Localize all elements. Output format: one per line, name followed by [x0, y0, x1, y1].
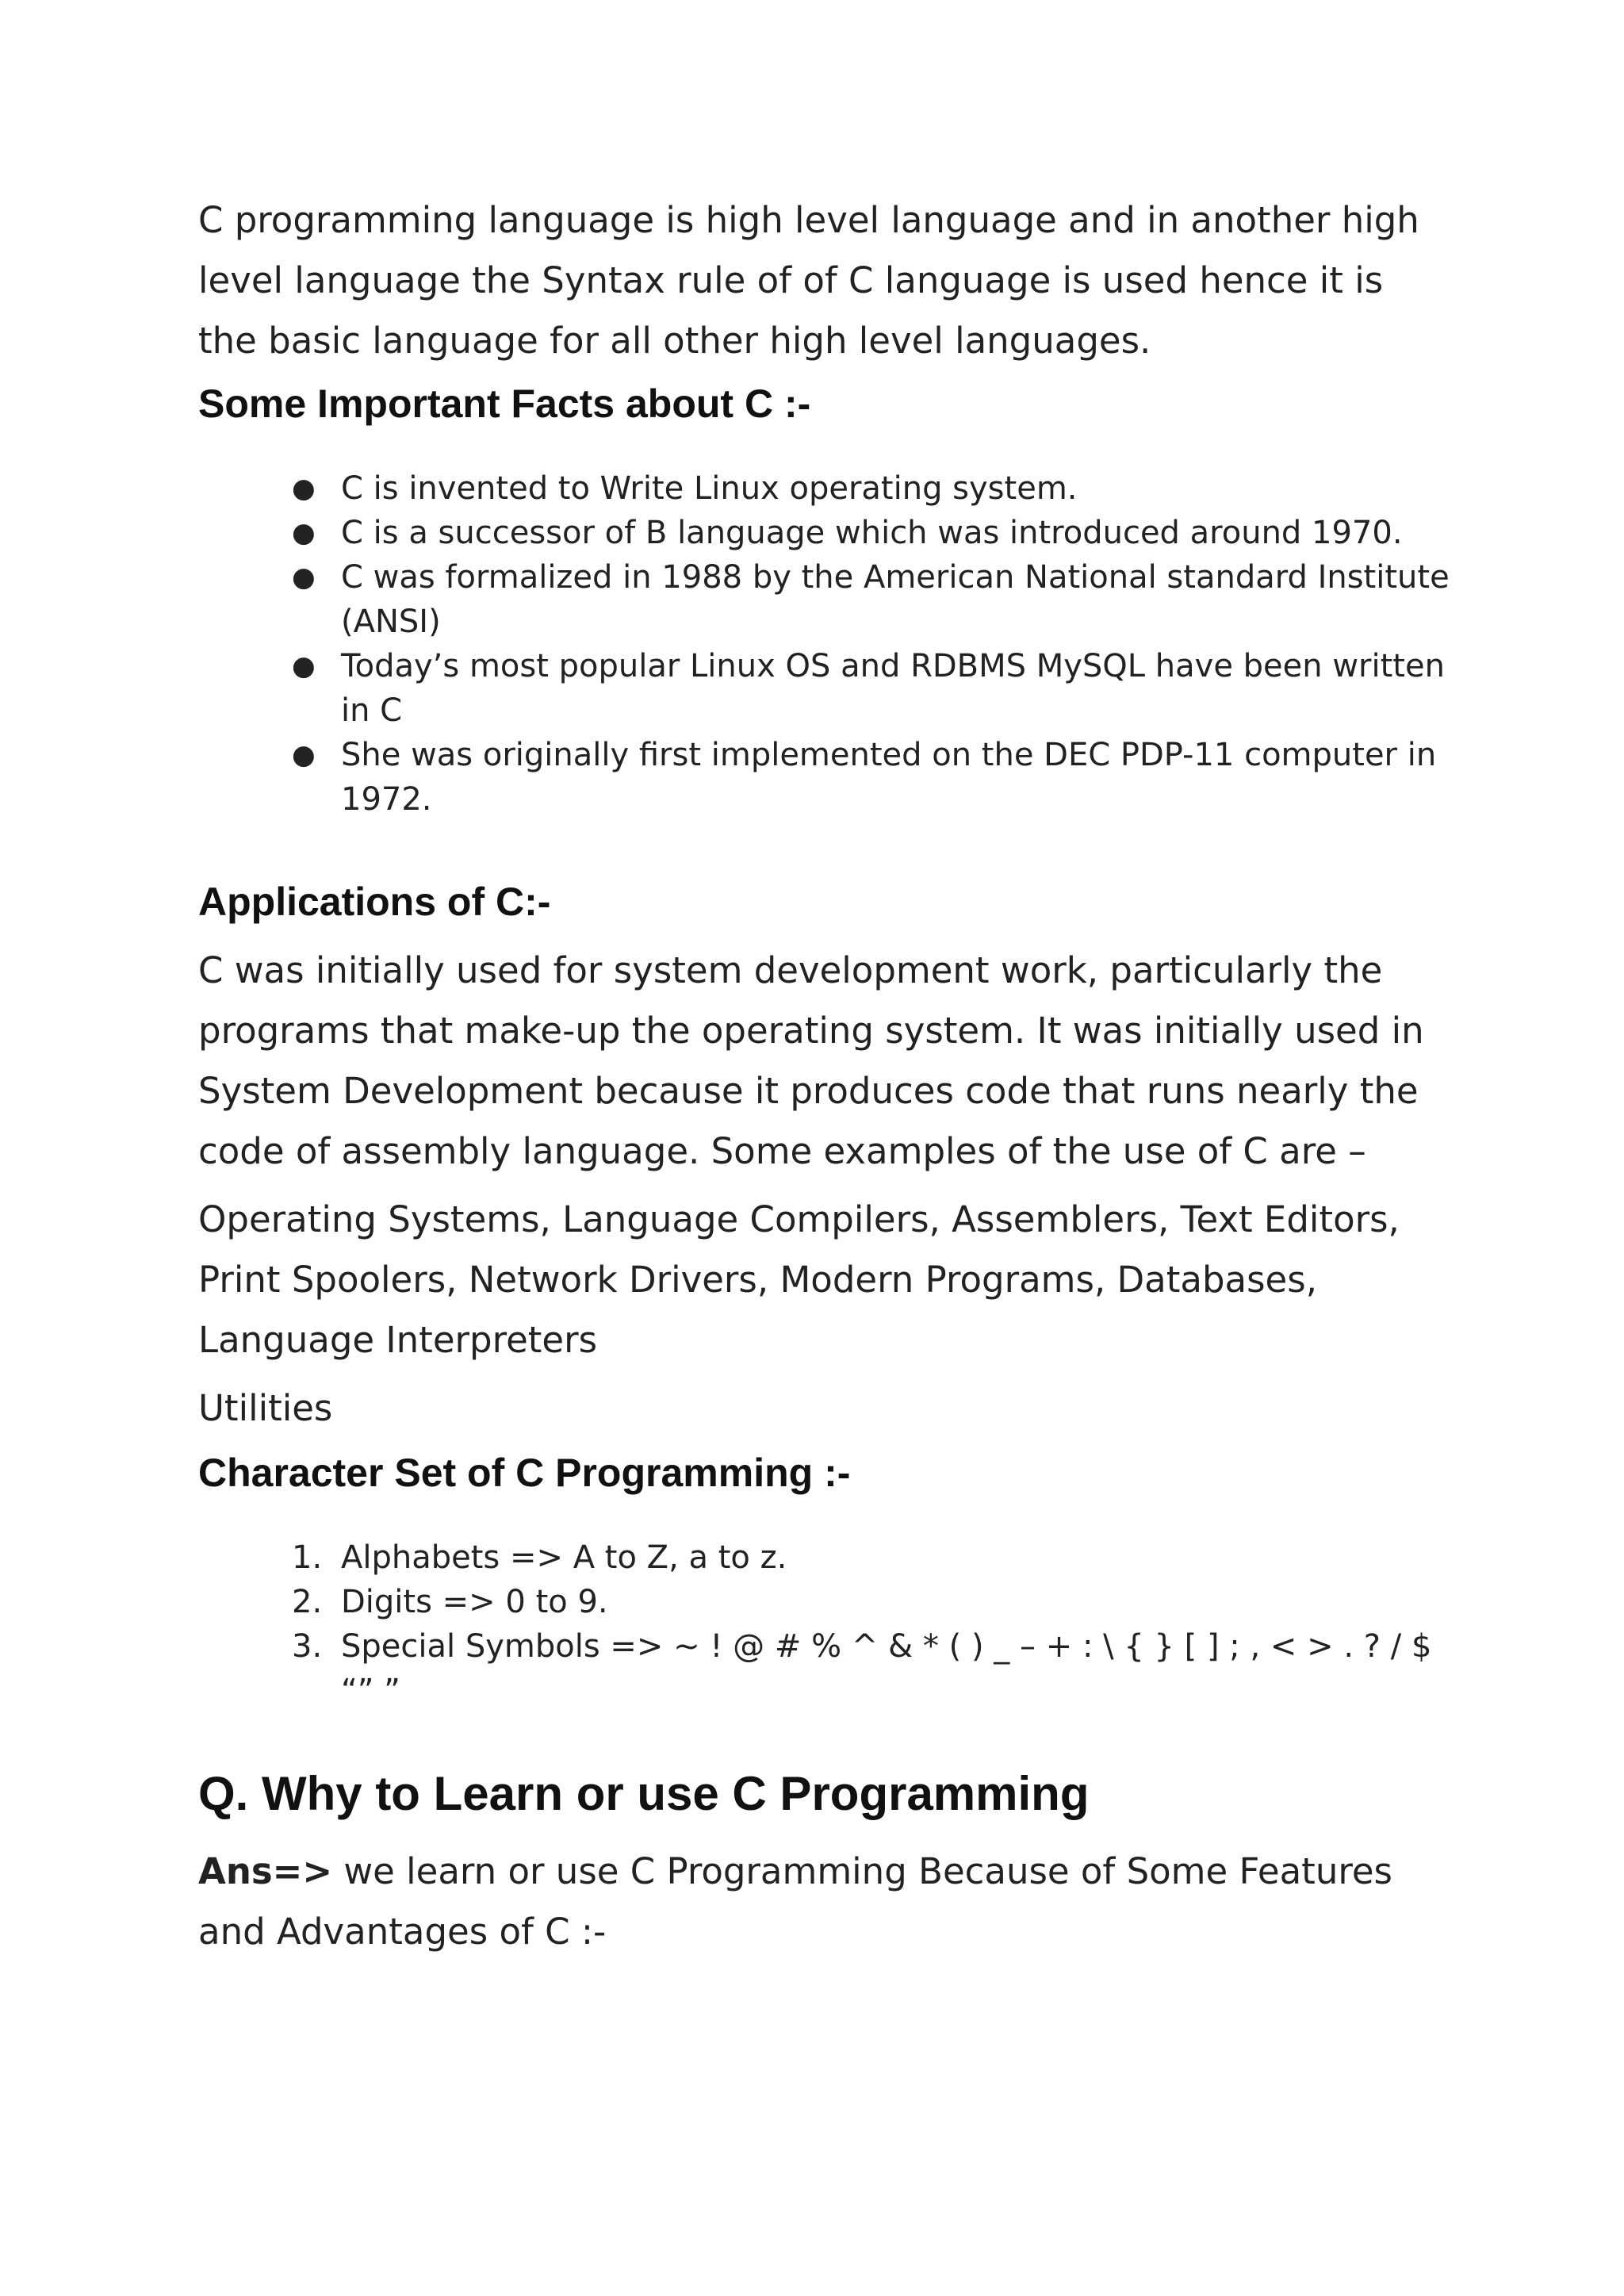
list-item — [198, 511, 1451, 555]
fact-text: Today’s most popular Linux OS and RDBMS MySQL have been written in C — [341, 648, 1445, 729]
answer-paragraph — [198, 1842, 1451, 1962]
list-number: 3. — [292, 1628, 323, 1665]
charset-list — [198, 1535, 1451, 1713]
list-number: 2. — [292, 1584, 323, 1620]
bullet-icon: ● — [292, 650, 316, 682]
applications-heading: Applications of C:- — [198, 880, 551, 924]
charset-text: Alphabets => A to Z, a to z. — [341, 1539, 787, 1576]
list-item — [198, 1580, 1451, 1624]
answer-text: we learn or use C Programming Because of Some Features and Advantages of C :- — [198, 1850, 1392, 1953]
why-heading: Q. Why to Learn or use C Programming — [198, 1767, 1090, 1820]
charset-text: Special Symbols => ~ ! @ # % ^ & * ( ) _ – + : \ { } [ ] ; , < > . ? / $ “” ” — [341, 1628, 1432, 1709]
fact-text: C is invented to Write Linux operating system. — [341, 470, 1078, 507]
list-number: 1. — [292, 1539, 323, 1576]
list-item — [198, 466, 1451, 511]
utilities-text: Utilities — [198, 1387, 333, 1429]
answer-label: Ans=> — [198, 1850, 333, 1892]
charset-heading: Character Set of C Programming :- — [198, 1451, 851, 1495]
list-item — [198, 1624, 1451, 1713]
bullet-icon: ● — [292, 473, 316, 504]
facts-heading: Some Important Facts about C :- — [198, 381, 811, 426]
intro-paragraph: C programming language is high level language and in another high level language the Syntax rule of of C language is used hence it is the basic language for all other high level languages. — [198, 199, 1419, 362]
list-item — [198, 1535, 1451, 1580]
charset-text: Digits => 0 to 9. — [341, 1584, 608, 1620]
bullet-icon: ● — [292, 517, 316, 549]
applications-list: Operating Systems, Language Compilers, Assemblers, Text Editors, Print Spoolers, Network Drivers, Modern Programs, Databases, Language Interpreters — [198, 1198, 1400, 1361]
list-item — [198, 555, 1451, 644]
fact-text: C is a successor of B language which was introduced around 1970. — [341, 515, 1403, 551]
bullet-icon: ● — [292, 739, 316, 771]
fact-text: C was formalized in 1988 by the American National standard Institute (ANSI) — [341, 559, 1450, 640]
list-item — [198, 733, 1451, 822]
facts-list — [198, 466, 1451, 822]
fact-text: She was originally first implemented on the DEC PDP-11 computer in 1972. — [341, 737, 1437, 818]
bullet-icon: ● — [292, 562, 316, 593]
applications-paragraph: C was initially used for system development work, particularly the programs that make-up the operating system. It was initially used in System Development because it produces code that runs nearly the code of assembly language. Some examples of the use of C are – — [198, 949, 1424, 1172]
list-item — [198, 644, 1451, 733]
document-page — [198, 190, 1451, 1962]
